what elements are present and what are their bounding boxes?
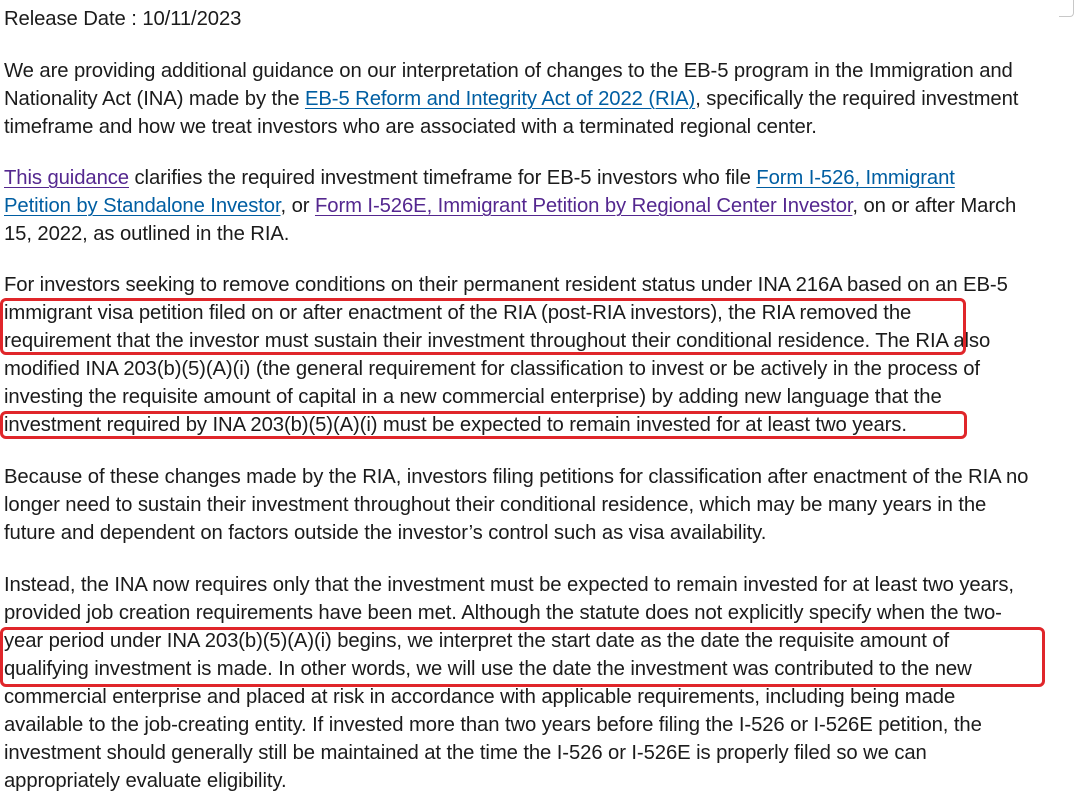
this-guidance-link[interactable]: This guidance xyxy=(4,167,129,189)
paragraph-5-line-4: qualifying investment is made. In other words, we will use the date the investment was contributed to the new xyxy=(4,658,972,680)
release-date-value: 10/11/2023 xyxy=(142,8,242,30)
paragraph-1-line-2 xyxy=(4,85,1018,113)
paragraph-5-line-6: available to the job-creating entity. If invested more than two years before filing the I-526 or I-526E petition, the xyxy=(4,714,982,736)
paragraph-3-line-4: modified INA 203(b)(5)(A)(i) (the general requirement for classification to invest or be actively in the process of xyxy=(4,358,980,380)
release-date xyxy=(4,5,241,33)
paragraph-4-line-1: Because of these changes made by the RIA, investors filing petitions for classification after enactment of the RIA no xyxy=(4,466,1029,488)
form-i526-link[interactable]: Form I-526, Immigrant xyxy=(756,167,955,189)
form-i526-link-continued[interactable]: Petition by Standalone Investor xyxy=(4,195,281,217)
paragraph-5-line-5: commercial enterprise and placed at risk in accordance with applicable requirements, including being made xyxy=(4,686,956,708)
page-corner-fold xyxy=(1059,0,1074,17)
paragraph-2-line-3: 15, 2022, as outlined in the RIA. xyxy=(4,223,290,245)
release-date-label: Release Date : xyxy=(4,8,137,30)
paragraph-5-line-2: provided job creation requirements have been met. Although the statute does not explicitly specify when the two- xyxy=(4,602,1002,624)
paragraph-3-line-1: For investors seeking to remove conditions on their permanent resident status under INA 216A based on an EB-5 xyxy=(4,274,1008,296)
paragraph-2-line-2 xyxy=(4,192,1016,220)
form-i526e-link[interactable]: Form I-526E, Immigrant Petition by Regional Center Investor xyxy=(314,195,853,217)
paragraph-1-line-3: timeframe and how we treat investors who are associated with a terminated regional center. xyxy=(4,116,817,138)
paragraph-5-line-7: investment should generally still be maintained at the time the I-526 or I-526E is properly filed so we can xyxy=(4,742,927,764)
paragraph-3-line-6: investment required by INA 203(b)(5)(A)(i) must be expected to remain invested for at least two years. xyxy=(4,414,907,436)
paragraph-text: Nationality Act (INA) made by the xyxy=(4,88,305,110)
paragraph-4-line-2: longer need to sustain their investment throughout their conditional residence, which may be many years in the xyxy=(4,494,987,516)
paragraph-5-line-1: Instead, the INA now requires only that the investment must be expected to remain invested for at least two years, xyxy=(4,574,1014,596)
paragraph-3-line-3: requirement that the investor must sustain their investment throughout their conditional residence. The RIA also xyxy=(4,330,991,352)
paragraph-text: clarifies the required investment timeframe for EB-5 investors who file xyxy=(128,167,757,189)
paragraph-2-line-1 xyxy=(4,164,955,192)
paragraph-5-line-3: year period under INA 203(b)(5)(A)(i) begins, we interpret the start date as the date the requisite amount of xyxy=(4,630,950,652)
paragraph-text: , specifically the required investment xyxy=(695,88,1019,110)
paragraph-5-line-8: appropriately evaluate eligibility. xyxy=(4,770,287,792)
paragraph-3-line-2: immigrant visa petition filed on or after enactment of the RIA (post-RIA investors), the RIA removed the xyxy=(4,302,912,324)
paragraph-4-line-3: future and dependent on factors outside the investor’s control such as visa availability. xyxy=(4,522,767,544)
paragraph-3-line-5: investing the requisite amount of capital in a new commercial enterprise) by adding new language that the xyxy=(4,386,942,408)
paragraph-1-line-1: We are providing additional guidance on our interpretation of changes to the EB-5 program in the Immigration and xyxy=(4,60,1013,82)
ria-act-link[interactable]: EB-5 Reform and Integrity Act of 2022 (RIA) xyxy=(304,88,696,110)
paragraph-text: , on or after March xyxy=(852,195,1017,217)
paragraph-text: , or xyxy=(280,195,315,217)
